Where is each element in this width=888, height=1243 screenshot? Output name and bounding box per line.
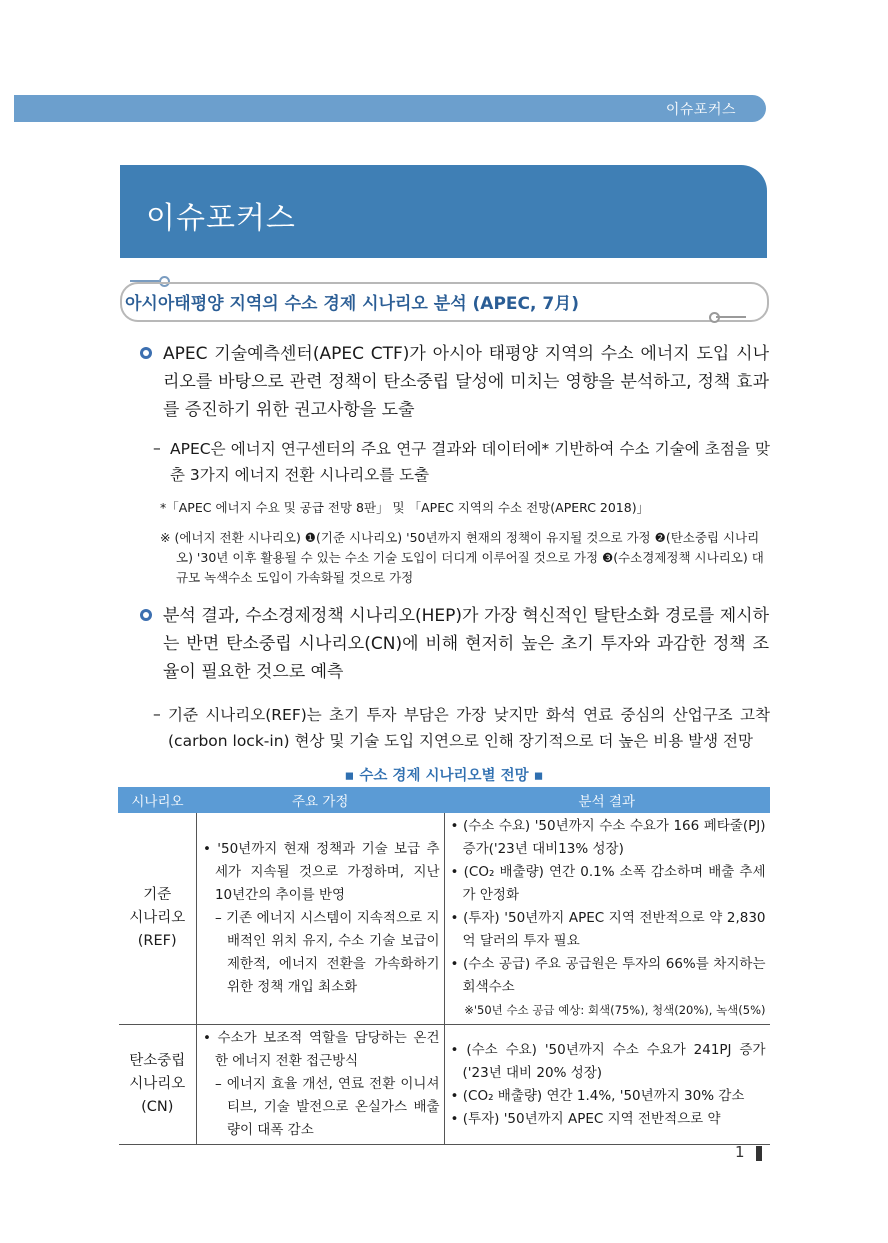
sub-paragraph-2: 기준 시나리오(REF)는 초기 투자 부담은 가장 낮지만 화석 연료 중심의 산업구조 고착(carbon lock-in) 현상 및 기술 도입 지연으로 인해 장기적으로 더 높은 비용 발생 전망 (168, 706, 770, 750)
table-title-marker: ▪ (344, 768, 360, 784)
table-title-marker: ▪ (533, 768, 544, 784)
scenario-name: (CN) (141, 1099, 174, 1115)
footnote-1: *「APEC 에너지 수요 및 공급 전망 8판」 및 「APEC 지역의 수소 전망(APERC 2018)」 (160, 500, 650, 515)
scenario-name: (REF) (137, 933, 177, 949)
bullet-icon (140, 347, 152, 359)
result-item: • (투자) '50년까지 APEC 지역 전반적으로 약 (450, 1110, 721, 1127)
page-number: 1 (735, 1143, 745, 1161)
result-item: • (수소 수요) '50년까지 수소 수요가 166 페타줄(PJ) 증가('23년 대비13% 성장) (450, 818, 766, 857)
result-item: • (수소 수요) '50년까지 수소 수요가 241PJ 증가('23년 대비 20% 성장) (450, 1041, 766, 1081)
assumption-text: • '50년까지 현재 정책과 기술 보급 추세가 지속될 것으로 가정하며, 지난 10년간의 추이를 반영 (202, 841, 440, 903)
assumption-subtext: – 기존 에너지 시스템이 지속적으로 지배적인 위치 유지, 수소 기술 보급이 제한적, 에너지 전환을 가속화하기 위한 정책 개입 최소화 (214, 910, 440, 995)
assumption-cell (196, 813, 444, 1025)
table-row (119, 1025, 770, 1145)
section-banner (120, 165, 767, 258)
table-header: 분석 결과 (444, 788, 769, 813)
banner-title: 이슈포커스 (146, 201, 296, 236)
scenario-name: 탄소중립 (129, 1053, 186, 1069)
result-item: • (CO₂ 배출량) 연간 0.1% 소폭 감소하며 배출 추세가 안정화 (450, 864, 766, 903)
scenario-name: 시나리오 (129, 910, 186, 926)
scenario-cell (119, 1025, 197, 1145)
sub-paragraph-1: APEC은 에너지 연구센터의 주요 연구 결과와 데이터에* 기반하여 수소 기술에 초점을 맞춘 3가지 에너지 전환 시나리오를 도출 (170, 440, 770, 484)
scenario-table (118, 787, 770, 1145)
article-title: 아시아태평양 지역의 수소 경제 시나리오 분석 (APEC, 7月) (125, 294, 579, 314)
paragraph-2: 분석 결과, 수소경제정책 시나리오(HEP)가 가장 혁신적인 탈탄소화 경로를 제시하는 반면 탄소중립 시나리오(CN)에 비해 현저히 높은 초기 투자와 과감한 정책 조율이 필요한 것으로 예측 (163, 606, 769, 682)
table-header: 주요 가정 (196, 788, 444, 813)
table-title-text: 수소 경제 시나리오별 전망 (359, 768, 529, 784)
scenario-cell (119, 813, 197, 1025)
title-decor-line-right (716, 316, 746, 318)
top-header-label: 이슈포커스 (665, 102, 736, 118)
result-cell (444, 1025, 769, 1145)
scenario-name: 기준 (143, 887, 172, 903)
scenario-name: 시나리오 (129, 1076, 186, 1092)
result-cell (444, 813, 769, 1025)
table-row (119, 813, 770, 1025)
table-header: 시나리오 (119, 788, 197, 813)
assumption-subtext: – 에너지 효율 개선, 연료 전환 이니셔티브, 기술 발전으로 온실가스 배출량이 대폭 감소 (214, 1076, 440, 1138)
dash-marker: – (153, 705, 161, 723)
bullet-icon (140, 609, 152, 621)
top-header-bar (14, 95, 766, 122)
dash-marker: – (153, 439, 161, 457)
assumption-text: • 수소가 보조적 역할을 담당하는 온건한 에너지 전환 접근방식 (202, 1030, 440, 1069)
paragraph-1: APEC 기술예측센터(APEC CTF)가 아시아 태평양 지역의 수소 에너지 도입 시나리오를 바탕으로 관련 정책이 탄소중립 달성에 미치는 영향을 분석하고, 정책 효과를 증진하기 위한 권고사항을 도출 (163, 344, 769, 420)
result-item: • (CO₂ 배출량) 연간 1.4%, '50년까지 30% 감소 (450, 1087, 745, 1104)
article-title-box (120, 282, 769, 322)
scenario-note: ※ (에너지 전환 시나리오) ❶(기준 시나리오) '50년까지 현재의 정책이 유지될 것으로 가정 ❷(탄소중립 시나리오) '30년 이후 활용될 수 있는 수소 기술 도입이 더디게 이루어질 것으로 가정 ❸(수소경제정책 시나리오) 대규모 녹색수소 도입이 가속화될 것으로 가정 (160, 530, 764, 585)
result-note: ※'50년 수소 공급 예상: 회색(75%), 청색(20%), 녹색(5%) (464, 1003, 766, 1017)
table-title (0, 764, 888, 785)
page-number-bar (756, 1146, 762, 1161)
result-item: • (투자) '50년까지 APEC 지역 전반적으로 약 2,830억 달러의 투자 필요 (450, 910, 766, 949)
table-header-row (119, 788, 770, 813)
result-item: • (수소 공급) 주요 공급원은 투자의 66%를 차지하는 회색수소 (450, 956, 766, 995)
assumption-cell (196, 1025, 444, 1145)
